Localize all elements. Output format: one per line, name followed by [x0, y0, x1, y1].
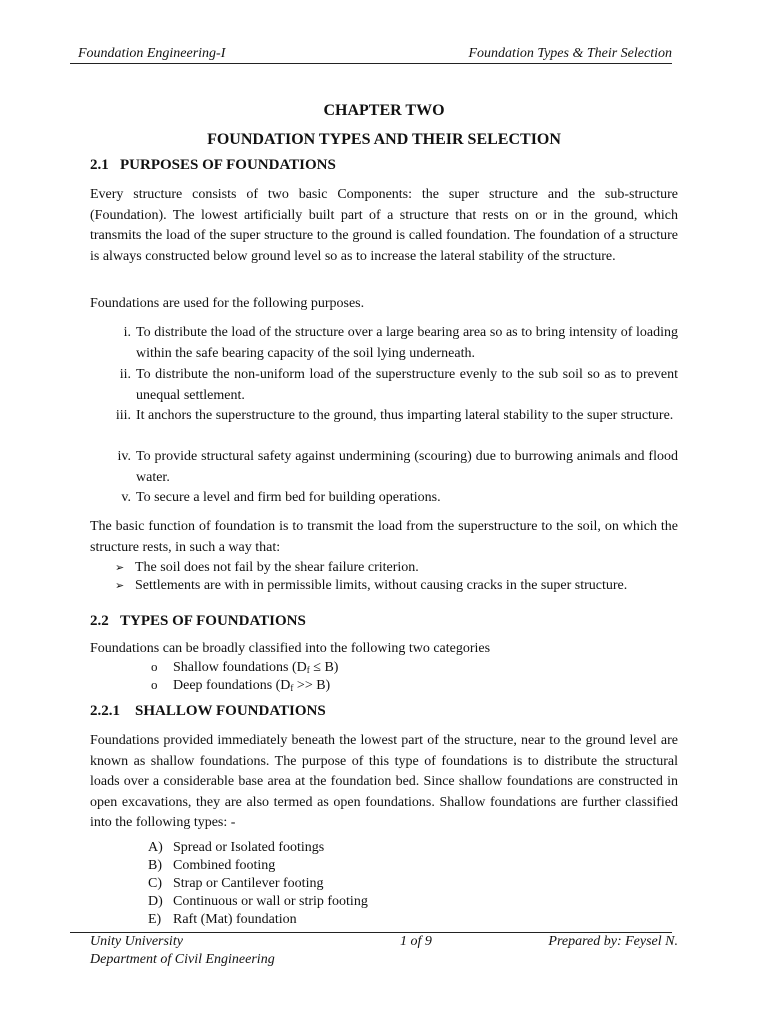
header-rule: [70, 63, 672, 64]
list-marker: C): [148, 876, 162, 891]
bullet-item: [115, 560, 419, 576]
list-marker: E): [148, 912, 162, 927]
bullet-text: Settlements are with in permissible limits, without causing cracks in the super structure.: [135, 578, 628, 593]
circle-bullet-icon: o: [151, 677, 158, 692]
list-marker: iii.: [115, 408, 131, 423]
arrow-bullet-icon: ➢: [115, 580, 125, 592]
section-number: 2.2.1: [90, 703, 120, 719]
section-heading-2-2-1: [90, 703, 326, 720]
list-marker: B): [148, 858, 162, 873]
running-header: [70, 46, 672, 64]
paragraph-intro: Every structure consists of two basic Components: the super structure and the sub-structure (Foundation). The lowest artificially built part of a structure that rests on or in the ground, which transmits the load of the super structure to the ground is called foundation. The foundation of a structure is always constructed below ground level so as to increase the lateral stability of the structure.: [90, 187, 678, 264]
arrow-bullet-icon: ➢: [115, 562, 125, 574]
list-marker: i.: [123, 325, 131, 340]
footer-department: Department of Civil Engineering: [90, 952, 275, 967]
footer-university: Unity University: [90, 934, 183, 949]
category-item-shallow: o Shallow foundations $(D_f \le B)$: [151, 659, 339, 675]
section-heading-2-1: [90, 157, 336, 174]
section-number: 2.1: [90, 157, 109, 173]
chapter-title: FOUNDATION TYPES AND THEIR SELECTION: [207, 131, 561, 148]
chapter-number: CHAPTER TWO: [323, 102, 445, 119]
list-item: [148, 894, 368, 910]
list-text: Spread or Isolated footings: [173, 840, 325, 855]
list-text: It anchors the superstructure to the ground, thus imparting lateral stability to the super structure.: [136, 408, 674, 423]
footer-page-number: 1 of 9: [400, 934, 432, 949]
list-item: [148, 840, 324, 856]
list-marker: iv.: [117, 449, 131, 464]
list-text: To secure a level and firm bed for building operations.: [136, 490, 441, 505]
list-marker: D): [148, 894, 163, 909]
list-text: To distribute the non-uniform load of the superstructure evenly to the sub soil so as to prevent unequal settlement.: [136, 367, 678, 403]
section-heading-2-2: [90, 613, 306, 630]
list-text: Raft (Mat) foundation: [173, 912, 297, 927]
bullet-item: [115, 578, 627, 594]
paragraph-shallow: Foundations provided immediately beneath the lowest part of the structure, near to the ground level are known as shallow foundations. The purpose of this type of foundations is to distribute the structural loads over a considerable base area at the foundation bed. Since shallow foundations are constructed in open excavations, they are also termed as open foundations. Shallow foundations are further classified into the following types: -: [90, 733, 678, 831]
list-text: To distribute the load of the structure over a large bearing area so as to bring intensity of loading within the safe bearing capacity of the soil lying underneath.: [136, 325, 678, 361]
list-text: To provide structural safety against undermining (scouring) due to burrowing animals and flood water.: [136, 449, 678, 485]
section-number: 2.2: [90, 613, 109, 629]
section-title: SHALLOW FOUNDATIONS: [135, 703, 326, 719]
section-title: PURPOSES OF FOUNDATIONS: [120, 157, 336, 173]
paragraph-categories: Foundations can be broadly classified into the following two categories: [90, 641, 491, 656]
header-course-title: Foundation Engineering-I: [78, 46, 226, 61]
paragraph-basic-function: The basic function of foundation is to transmit the load from the superstructure to the soil, on which the structure rests, in such a way that:: [90, 519, 678, 555]
list-text: Combined footing: [173, 858, 276, 873]
bullet-text: The soil does not fail by the shear failure criterion.: [135, 560, 419, 575]
list-item: [148, 858, 275, 874]
header-chapter-title: Foundation Types & Their Selection: [468, 46, 672, 61]
section-title: TYPES OF FOUNDATIONS: [120, 613, 306, 629]
footer-prepared-by: Prepared by: Feysel N.: [548, 934, 678, 949]
list-text: Strap or Cantilever footing: [173, 876, 324, 891]
list-item: [148, 876, 323, 892]
list-marker: A): [148, 840, 163, 855]
footer-rule: [70, 932, 672, 933]
list-item: [148, 912, 297, 928]
list-text: Continuous or wall or strip footing: [173, 894, 368, 909]
list-marker: v.: [121, 490, 131, 505]
category-item-deep: o Deep foundations $(D_f >> B)$: [151, 677, 331, 693]
paragraph-purposes-lead: Foundations are used for the following purposes.: [90, 296, 365, 311]
circle-bullet-icon: o: [151, 659, 158, 674]
list-marker: ii.: [119, 367, 131, 382]
